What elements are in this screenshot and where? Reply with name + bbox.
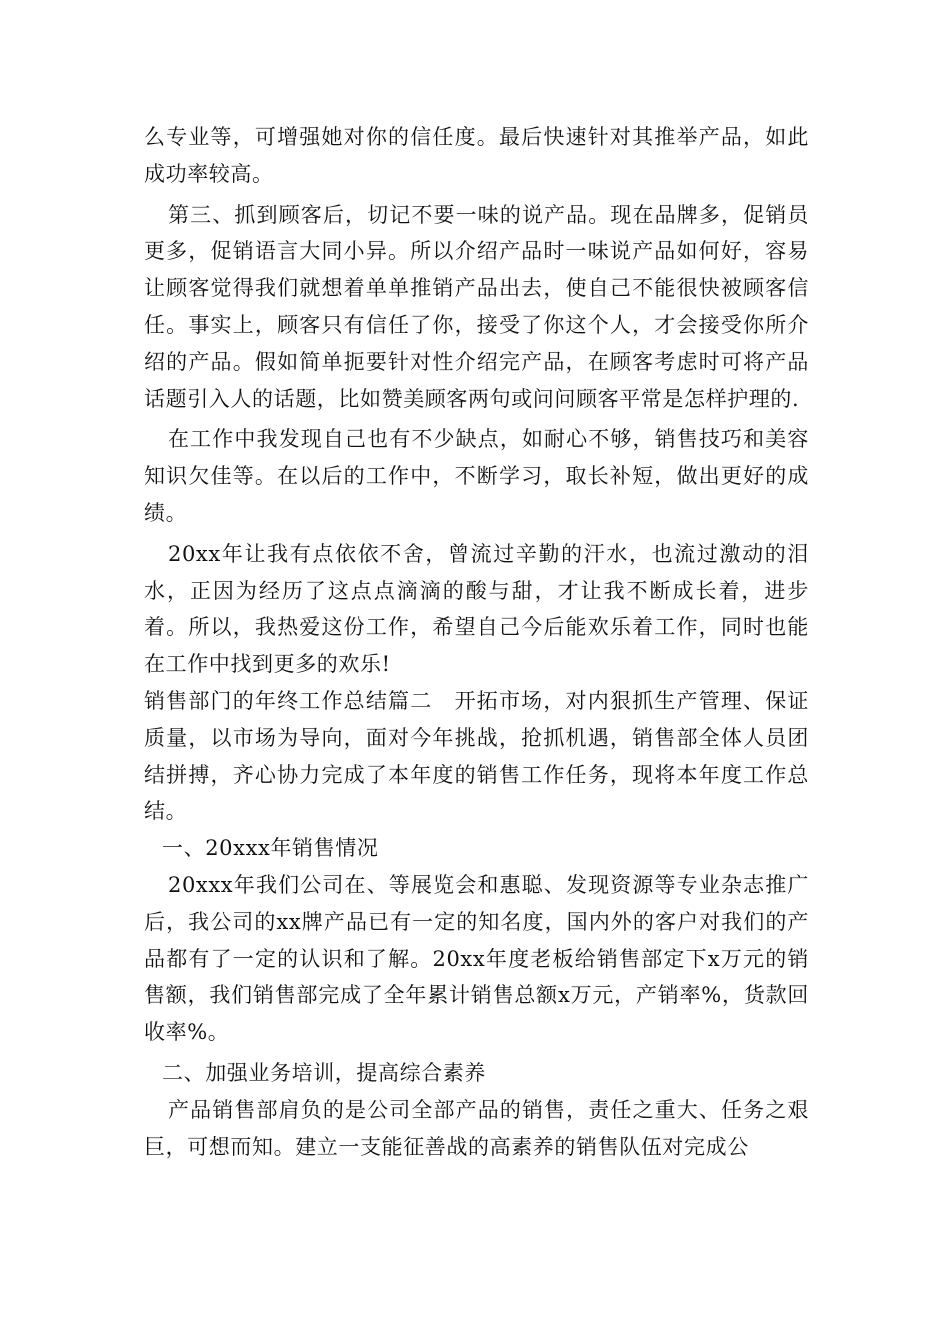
paragraph-sales-situation: 20xxx年我们公司在、等展览会和惠聪、发现资源等专业杂志推广后，我公司的xx牌产品已有一定的知名度，国内外的客户对我们的产品都有了一定的认识和了解。20xx年度老板给销售部定下x万元的销售额，我们销售部完成了全年累计销售总额x万元，产销率%，货款回收率%。 [144,872,809,1045]
paragraph-section-two-intro: 销售部门的年终工作总结篇二 开拓市场，对内狠抓生产管理、保证质量，以市场为导向，面对今年挑战，抢抓机遇，销售部全体人员团结拼搏，齐心协力完成了本年度的销售工作任务，现将本年度工作总结。 [144,688,809,824]
paragraph-shortcomings: 在工作中我发现自己也有不少缺点，如耐心不够，销售技巧和美容知识欠佳等。在以后的工作中，不断学习，取长补短，做出更好的成绩。 [144,427,809,525]
document-body [144,119,809,1165]
paragraph-year-reflection: 20xx年让我有点依依不舍，曾流过辛勤的汗水，也流过激动的泪水，正因为经历了这点点滴滴的酸与甜，才让我不断成长着，进步着。所以，我热爱这份工作，希望自己今后能欢乐着工作，同时也能在工作中找到更多的欢乐! [144,541,809,677]
paragraph-continuation: 么专业等，可增强她对你的信任度。最后快速针对其推举产品，如此成功率较高。 [144,125,809,186]
paragraph-third-point: 第三、抓到顾客后，切记不要一味的说产品。现在品牌多，促销员更多，促销语言大同小异。所以介绍产品时一味说产品如何好，容易让顾客觉得我们就想着单单推销产品出去，使自己不能很快被顾客信任。事实上，顾客只有信任了你，接受了你这个人，才会接受你所介绍的产品。假如简单扼要针对性介绍完产品，在顾客考虑时可将产品话题引入人的话题，比如赞美顾客两句或问问顾客平常是怎样护理的. [144,202,809,411]
heading-sales-situation: 一、20xxx年销售情况 [162,836,379,861]
paragraph-training: 产品销售部肩负的是公司全部产品的销售，责任之重大、任务之艰巨，可想而知。建立一支能征善战的高素养的销售队伍对完成公 [144,1097,809,1159]
heading-training: 二、加强业务培训，提高综合素养 [162,1060,486,1085]
